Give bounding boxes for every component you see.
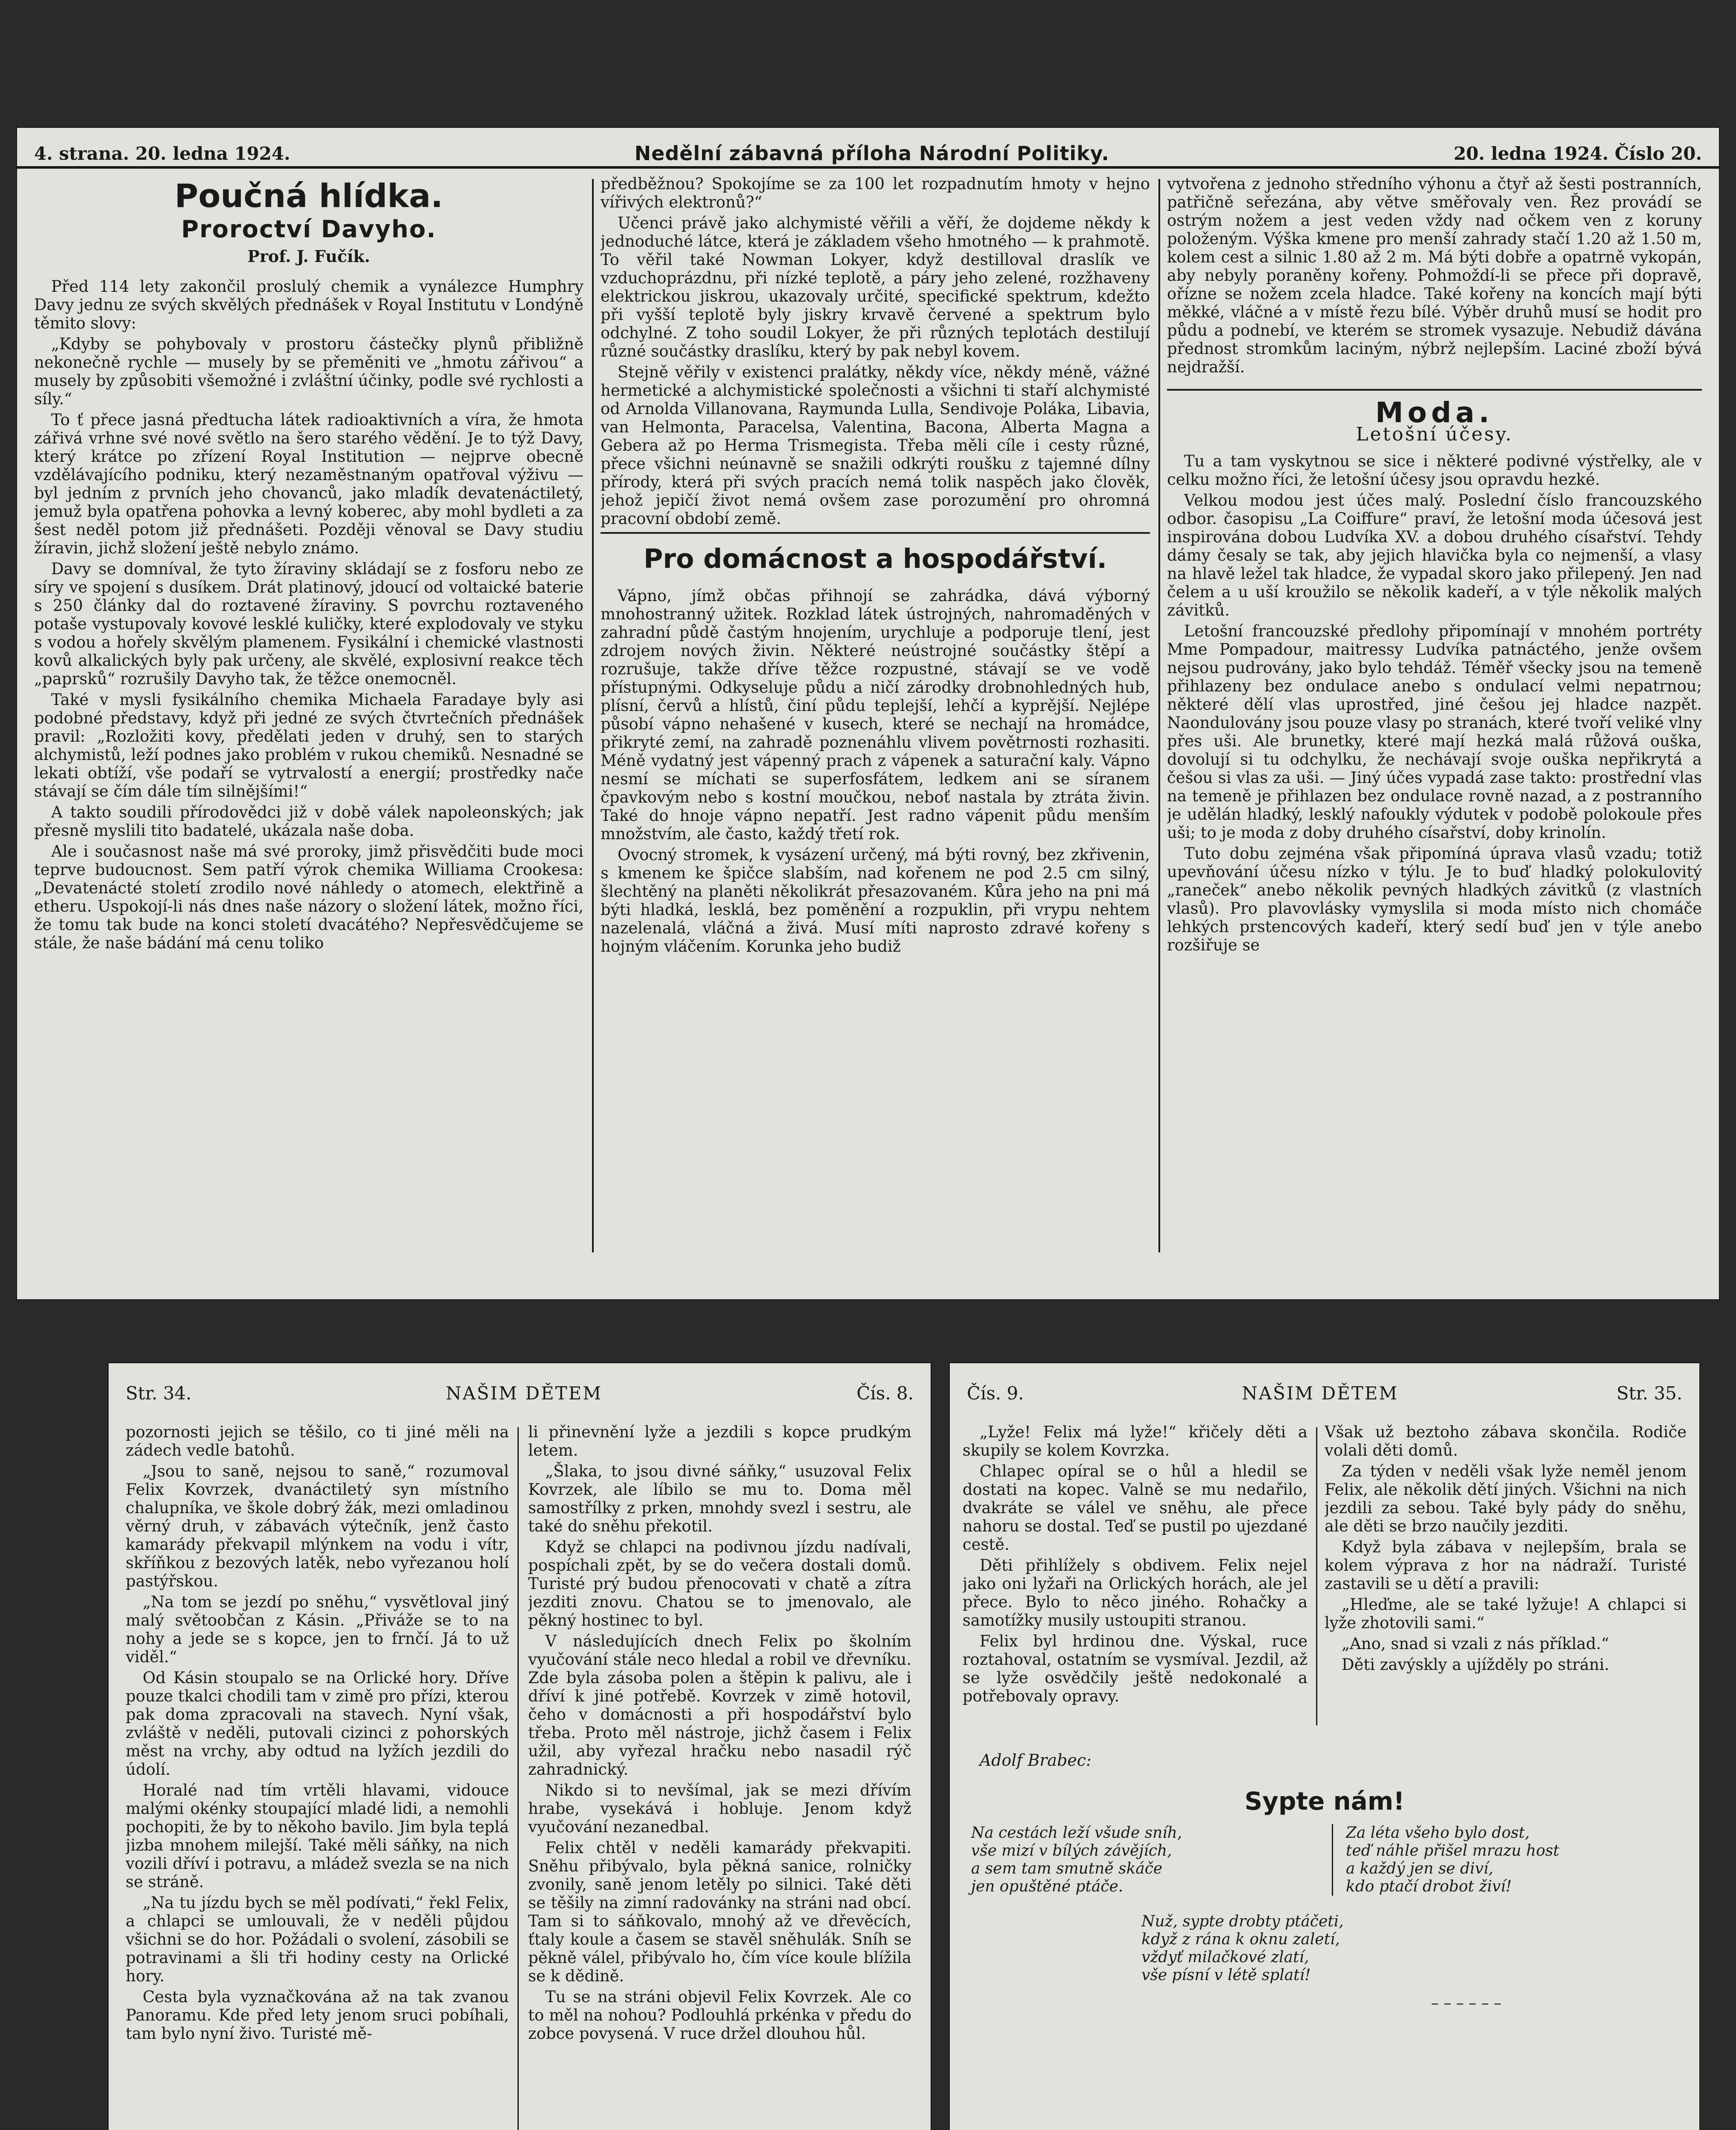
- poem-line: Na cestách leží všude sníh,: [971, 1824, 1182, 1842]
- paragraph: Od Kásin stoupalo se na Orlické hory. Dříve pouze tkalci chodili tam v zimě pro přízi, kterou pak doma zpracovali na stavech. Nyní však, zvláště v neděli, putovali cizinci z pohorských měst na vrchy, aby odtud na lyžích jezdili do údolí.: [126, 1669, 509, 1779]
- column-2: [601, 175, 1150, 1257]
- paragraph: Felix byl hrdinou dne. Výskal, ruce roztahoval, ostatním se vysmíval. Jezdil, až se lyže osvědčily ještě nedokonalé a potřebovaly opravy.: [963, 1632, 1308, 1705]
- paragraph: li přinevnění lyže a jezdili s kopce prudkým letem.: [528, 1423, 911, 1459]
- paragraph: Velkou modou jest účes malý. Poslední číslo francouzského odbor. časopisu „La Coiffure“ praví, že letošní moda účesová jest inspirována dobou Ludvíka XV. a dobou druhého císařství. Tehdy dámy česaly se tak, aby jejich hlavička byla co nejmenší, a vlasy na hlavě ležel tak hladce, že vypadal skoro jako přilepený. Jen nad čelem a u uší kroužilo se několik kadeří, a v týle několik malých závitků.: [1167, 491, 1702, 619]
- article-subtitle: Proroctví Davyho.: [181, 216, 437, 243]
- poem-author: Adolf Brabec:: [980, 1751, 1092, 1770]
- paragraph: předběžnou? Spokojíme se za 100 let rozpadnutím hmoty v hejno vířivých elektronů?“: [601, 175, 1150, 211]
- header-center: NAŠIM DĚTEM: [445, 1382, 603, 1404]
- header-center: Nedělní zábavná příloha Národní Politiky.: [634, 142, 1109, 165]
- paragraph: Tu a tam vyskytnou se sice i některé podivné výstřelky, ale v celku možno říci, že letošní účesy jsou opravdu hezké.: [1167, 452, 1702, 489]
- paragraph: Cesta byla vyznačkována až na tak zvanou Panoramu. Kde před lety jenom sruci pobíhali, tam bylo nyní živo. Turisté mě-: [126, 1988, 509, 2043]
- column-divider: [1316, 1427, 1317, 1725]
- paragraph: Davy se domníval, že tyto žíraviny skládají se z fosforu nebo ze síry ve spojení s dusíkem. Drát platinový, jdoucí od voltaické baterie s 250 články dal do roztavené žíraviny. S povrchu roztaveného potaše vystupovaly kovové lesklé kuličky, které explodovaly ve styku s vodou a hořely skvělým plamenem. Fysikální i chemické vlastnosti kovů alkalických byly pak určeny, ale skvělé, explosivní reakce těch „paprsků“ rozrušily Davyho tak, že těžce onemocněl.: [34, 560, 583, 688]
- paragraph: „Kdyby se pohybovaly v prostoru částečky plynů přibližně nekonečně rychle — musely by se přeměniti ve „hmotu zářivou“ a musely by způsobiti všemožné i zvláštní účinky, podle své rychlosti a síly.“: [34, 335, 583, 408]
- paragraph: Ale i současnost naše má své proroky, jimž přisvědčiti bude moci teprve budoucnost. Sem patří výrok chemika Williama Crookesa: „Devatenácté století zrodilo nové náhledy o atomech, elektřině a etheru. Uspokojí-li nás dnes naše názory o složení látek, možno říci, že tomu tak bude na konci století dvacátého? Nepřesvědčujeme se stále, že naše bádání má cenu toliko: [34, 842, 583, 952]
- header-left: 4. strana. 20. ledna 1924.: [34, 143, 290, 164]
- poem-stanza-left: [971, 1824, 1303, 1896]
- page-header: [17, 141, 1719, 169]
- column-3: [1167, 175, 1702, 1257]
- paragraph: Za týden v neděli však lyže neměl jenom Felix, ale několik dětí jiných. Všichni na nich jezdili za sebou. Také byly pády do sněhu, ale děti se brzo naučily jezditi.: [1325, 1462, 1687, 1535]
- paragraph: Děti zavýskly a ujížděly po stráni.: [1342, 1655, 1610, 1674]
- paragraph: „Na tom se jezdí po sněhu,“ vysvětloval jiný malý světoobčan z Kásin. „Přiváže se to na nohy a jede se s kopce, jen to frnčí. Já to už viděl.“: [126, 1593, 509, 1666]
- paragraph: „Ano, snad si vzali z nás příklad.“: [1342, 1635, 1610, 1653]
- column-divider: [592, 179, 594, 1252]
- poem-line: Nuž, sypte drobty ptáčeti,: [1141, 1913, 1344, 1930]
- newspaper-page-top: [17, 128, 1719, 1299]
- poem-stanza-right: [1332, 1824, 1678, 1896]
- poem-title: Sypte nám!: [1245, 1787, 1405, 1816]
- poem-line: vždyť milačkové zlatí,: [1141, 1949, 1309, 1966]
- paragraph: pozornosti jejich se těšilo, co ti jiné měli na zádech vedle batohů.: [126, 1423, 509, 1459]
- paragraph: Učenci právě jako alchymisté věřili a věří, že dojdeme někdy k jednoduché látce, která je základem všeho hmotného — k prahmotě. To věřil také Nowman Lokyer, když destilloval draslík ve vzduchoprázdnu, při nízké teplotě, a páry jeho zelené, rozžhaveny elektrickou jiskrou, ukazovaly určité, specifické spektrum, kdežto při vyšší teplotě byly jiskry krvavě červené a spektrum bylo odchylné. Z toho soudil Lokyer, že při různých teplotách destilují různé součástky draslíku, který by pak nebyl kovem.: [601, 214, 1150, 360]
- paragraph: Nikdo si to nevšímal, jak se mezi dřívím hrabe, vysekává i hobluje. Jenom když vyučování nezanedbal.: [528, 1781, 911, 1836]
- paragraph: Chlapec opíral se o hůl a hledil se dostati na kopec. Valně se mu nedařilo, dvakráte se válel ve sněhu, ale přece nahoru se dostal. Teď se pustil po ujezdané cestě.: [963, 1462, 1308, 1554]
- paragraph: „Lyže! Felix má lyže!“ křičely děti a skupily se kolem Kovrzka.: [963, 1423, 1308, 1459]
- poem-line: vše mizí v bílých závějích,: [971, 1842, 1172, 1859]
- children-page-left: [109, 1363, 931, 2130]
- header-left: Str. 34.: [126, 1382, 192, 1404]
- header-right: Str. 35.: [1616, 1382, 1682, 1404]
- column-2: [528, 1423, 911, 2130]
- poem-stanza-center: [1141, 1913, 1687, 1984]
- poem-line: jen opuštěné ptáče.: [971, 1878, 1124, 1895]
- section-title: Moda.: [1167, 389, 1702, 422]
- poem-line: vše písní v létě splatí!: [1141, 1966, 1311, 1984]
- paragraph: Také v mysli fysikálního chemika Michaela Faradaye byly asi podobné představy, když při jedné ze svých čtvrtečních přednášek pravil: „Rozložiti kovy, předělati jeden v druhý, sen to starých alchymistů, leží podnes jako problém v rukou chemiků. Nesnadné se lekati obtíží, vše podaří se vytrvalostí a energií; prostředky nače stávají se čím dále tím silnějšími!“: [34, 691, 583, 800]
- header-center: NAŠIM DĚTEM: [1242, 1382, 1399, 1404]
- paragraph: „Hleďme, ale se také lyžuje! A chlapci si lyže zhotovili sami.“: [1325, 1595, 1687, 1632]
- column-divider: [517, 1427, 519, 2130]
- paragraph: „Na tu jízdu bych se měl podívati,“ řekl Felix, a chlapci se umlouvali, že v neděli půjdou všichni se do hor. Požádali o svolení, zásobili se potravinami a šli tři hodiny cesty na Orlické hory.: [126, 1894, 509, 1985]
- header-right: 20. ledna 1924. Číslo 20.: [1454, 143, 1702, 164]
- paragraph: Stejně věřily v existenci pralátky, někdy více, někdy méně, vážné hermetické a alchymistické společnosti a všichni ti staří alchymisté od Arnolda Villanovana, Raymunda Lulla, Sendivoje Poláka, Libavia, van Helmonta, Paracelsa, Valentina, Bacona, Alberta Magna a Gebera až po Herma Trismegista. Třeba měli cíle i cesty různé, přece všichni neúnavně se snažili odkrýti roušku z tajemné dílny přírody, která při svých pracích nemá tolik naspěch jako člověk, jehož jepičí život nemá ovšem zase porozumění pro ohromná pracovní období země.: [601, 363, 1150, 528]
- paragraph: Když byla zábava v nejlepším, brala se kolem výprava z hor na nádraží. Turisté zastavili se u dětí a pravili:: [1325, 1538, 1687, 1593]
- section-subtitle: Letošní účesy.: [1356, 423, 1513, 445]
- column-1: [34, 175, 583, 1257]
- paragraph: Však už beztoho zábava skončila. Rodiče volali děti domů.: [1325, 1423, 1687, 1459]
- header-left: Čís. 9.: [967, 1382, 1024, 1404]
- column-1: [126, 1423, 509, 2130]
- paragraph: Letošní francouzské předlohy připomínají v mnohém portréty Mme Pompadour, maitressy Ludvíka patnáctého, jenže ovšem nejsou pudrovány, jako bylo tehdáž. Téměř všecky jsou na temeně přihlazeny bez ondulace anebo s ondulací velmi nepatrnou; některé dělí vlas uprostřed, jiné češou jej hladce nazpět. Naondulovány jsou pouze vlasy po stranách, které tvoří veliké vlny přes uši. Ale brunetky, které mají hezká malá růžová ouška, dovolují si tu odchylku, že nechávají svoje ouška nepřikrytá a češou si vlas za uši. — Jiný účes vypadá zase takto: prostřední vlas na temeně je přihlazen bez ondulace rovně nazad, a z postranního je udělán hladký, lesklý nafoukly výdutek v podobě polokoule přes uši; to je moda z doby druhého císařství, doby krinolín.: [1167, 622, 1702, 842]
- paragraph: „Šlaka, to jsou divné sáňky,“ usuzoval Felix Kovrzek, ale líbilo se mu to. Doma měl samostřílky z prken, mnohdy svezl i sestru, ale také do sněhu překotil.: [528, 1462, 911, 1535]
- paragraph: Když se chlapci na podivnou jízdu nadívali, pospíchali zpět, by se do večera dostali domů. Turisté prý budou přenocovati v chatě a zítra jezditi znovu. Chatou se to jmenovalo, ale pěkný hostinec to byl.: [528, 1538, 911, 1629]
- paragraph: Před 114 lety zakončil proslulý chemik a vynálezce Humphry Davy jednu ze svých skvělých přednášek v Royal Institutu v Londýně těmito slovy:: [34, 277, 583, 332]
- article-author: Prof. J. Fučík.: [247, 247, 370, 266]
- article-title: Poučná hlídka.: [174, 177, 443, 215]
- paragraph: „Jsou to saně, nejsou to saně,“ rozumoval Felix Kovrzek, dvanáctiletý syn místního chalupníka, ve škole dobrý žák, mezi omladinou věrný druh, v zábavách výtečník, jenž často kamarády překvapil mlýnkem na vodu i vítr, skříňkou z bezových latěk, nebo vyřezanou holí pastýřskou.: [126, 1462, 509, 1590]
- paragraph: Ovocný stromek, k vysázení určený, má býti rovný, bez zkřivenin, s kmenem ke špičce slabším, nad kořenem ne pod 2.5 cm silný, šlechtěný na planěti několikrát přesazovaném. Kůra jeho na pni má býti hladká, lesklá, bez poměnění a rozpuklin, při vrypu nehtem nazelenalá, vláčná a živá. Musí míti naprosto zdravé kořeny s hojným vláčením. Korunka jeho budiž: [601, 846, 1150, 956]
- paragraph: Tuto dobu zejména však připomíná úprava vlasů vzadu; totiž upevňování účesu nízko v týlu. Je to buď hladký polokulovitý „raneček“ anebo několik pevných hladkých závitků (z vlastních vlasů). Pro plavovlásky vymyslila si moda místo nich chomáče lehkých prstencových kadeří, který sedí buď jen v týle anebo rozšiřuje se: [1167, 844, 1702, 954]
- poem-line: kdo ptačí drobot živí!: [1346, 1878, 1512, 1895]
- poem-line: teď náhle přišel mrazu host: [1346, 1842, 1560, 1859]
- poem-line: když z rána k oknu zaletí,: [1141, 1931, 1340, 1948]
- paragraph: V následujících dnech Felix po školním vyučování stále neco hledal a robil ve dřevníku. Zde byla zásoba polen a štěpin k palivu, ale i dříví k jiné potřebě. Kovrzek v zimě hotovil, čeho v domácnosti a při hospodářství bylo třeba. Proto měl nástroje, jichž časem i Felix užil, aby vyřezal hračku nebo nasadil rýč zahradnický.: [528, 1632, 911, 1779]
- paragraph: Děti přihlížely s obdivem. Felix nejel jako oni lyžaři na Orlických horách, ale jel přece. Bylo to něco jiného. Rohačky a samotížky musily ustoupiti stranou.: [963, 1556, 1308, 1629]
- page-header: [126, 1380, 914, 1406]
- poem-line: Za léta všeho bylo dost,: [1346, 1824, 1530, 1842]
- poem-line: a každý jen se diví,: [1346, 1860, 1494, 1877]
- paragraph: Vápno, jímž občas přihnojí se zahrádka, dává výborný mnohostranný užitek. Rozklad látek ústrojných, nahromaděných v zahradní půdě častým hnojením, urychluje a podporuje tlení, jest zdrojem nových živin. Některé neústrojné součástky štěpí a rozrušuje, takže dříve těžce rozpustné, stávají se ve vodě přístupnými. Odkyseluje půdu a ničí zárodky drobnohledných hub, plísní, červů a hlístů, činí půdu teplejší, lehčí a kyprější. Nejlépe působí vápno nehašené v kusech, které se nechají na hromádce, přikryté zemí, na zahradě poznenáhlu vlivem povětrnosti rozhasiti. Méně vydatný jest vápenný prach z vápenek a saturační kaly. Vápno nesmí se míchati se superfosfátem, ledkem ani se síranem čpavkovým nebo s kostní moučkou, neboť nastala by ztráta živin. Také do hnoje vápno nepatří. Jest radno vápenit půdu menším množstvím, ale často, každý třetí rok.: [601, 587, 1150, 843]
- poem-signature: – – – – – –: [1431, 1995, 1502, 2012]
- children-page-right: [950, 1363, 1699, 2130]
- column-divider: [1158, 179, 1160, 1252]
- paragraph: Tu se na stráni objevil Felix Kovrzek. Ale co to měl na nohou? Podlouhlá prkénka v předu do zobce povysená. V ruce držel dlouhou hůl.: [528, 1988, 911, 2043]
- paragraph: Felix chtěl v neděli kamarády překvapiti. Sněhu přibývalo, byla pěkná sanice, rolničky zvonily, saně jenom letěly po silnici. Také děti se těšily na zimní radovánky na stráni nad obcí. Tam si to sáňkovalo, mnohý až ve dřevěcích, ťtaly koule a časem se stavěl sněhulák. Sníh se pěkně válel, přibývalo ho, čím více koule blížila se k dědině.: [528, 1839, 911, 1985]
- column-2: [1325, 1423, 1687, 1730]
- column-1: [963, 1423, 1308, 1730]
- header-right: Čís. 8.: [857, 1382, 914, 1404]
- poem-section: [963, 1738, 1687, 2130]
- page-header: [967, 1380, 1682, 1406]
- poem-line: a sem tam smutně skáče: [971, 1860, 1163, 1877]
- paragraph: A takto soudili přírodovědci již v době válek napoleonských; jak přesně myslili tito badatelé, ukázala naše doba.: [34, 803, 583, 840]
- paragraph: vytvořena z jednoho středního výhonu a čtyř až šesti postranních, patřičně seřezána, aby větve směřovaly ven. Řez provádí se ostrým nožem a jest veden vždy nad očkem ven z koruny položeným. Výška kmene pro menší zahrady stačí 1.20 až 1.50 m, kolem cest a silnic 1.80 až 2 m. Má býti dobře a opatrně vykopán, aby nebyly poraněny kořeny. Pohmoždí-li se přece při dopravě, ořízne se nožem zcela hladce. Také kořeny na koncích mají býti měkké, vláčné a v místě řezu bílé. Výběr druhů musí se hodit pro půdu a podnebí, ve kterém se stromek vysazuje. Nebudiž dávána přednost stromkům laciným, nýbrž nejlepším. Laciné zboží bývá nejdražší.: [1167, 175, 1702, 376]
- paragraph: Horalé nad tím vrtěli hlavami, vidouce malými okénky stoupající mladé lidi, a nemohli pochopiti, že by to někoho bavilo. Jim byla teplá jizba mnohem milejší. Také měli sáňky, na nich vozili dříví i potravu, a mládež svezla se na nich se stráně.: [126, 1781, 509, 1891]
- paragraph: To ť přece jasná předtucha látek radioaktivních a víra, že hmota zářivá vrhne své nové světlo na šero starého vědění. Je to týž Davy, který krátce po zřízení Royal Institution — nejprve obecně vzdělávajícího podniku, který nezaměstnaným opatřoval výživu — byl jedním z prvních jeho chovanců, jako mladík devatenáctiletý, jemuž byla opatřena pohovka a levný koberec, aby mohl bydleti a za šest neděl potom již přednášeti. Později věnoval se Davy studiu žíravin, jichž složení ještě nebylo známo.: [34, 411, 583, 557]
- section-title: Pro domácnost a hospodářství.: [601, 532, 1150, 574]
